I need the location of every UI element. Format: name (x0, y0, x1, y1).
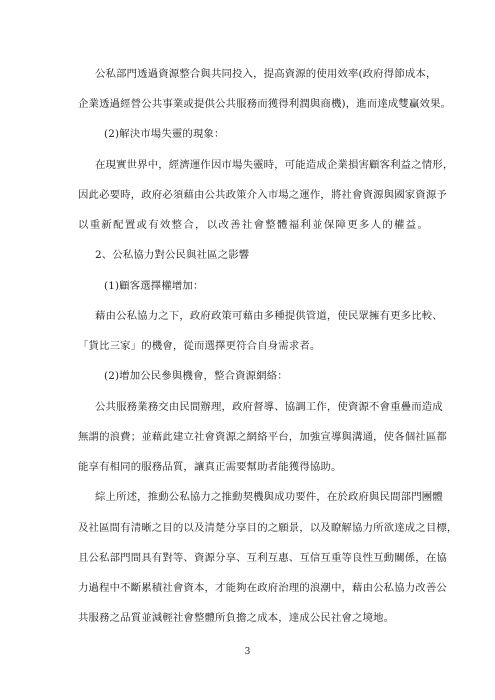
paragraph-1-line-2: 企業透過經營公共事業或提供公共服務而獲得利潤與商機)，進而達成雙贏效果。 (78, 98, 452, 110)
paragraph-3-line-2: 「貨比三家」的機會，從而選擇更符合自身需求者。 (78, 340, 321, 352)
conclusion-line-2: 及社區間有清晰之目的以及清楚分享目的之願景，以及瞭解協力所欲達成之目標， (78, 522, 458, 534)
paragraph-4-line-2: 無謂的浪費；並藉此建立社會資源之網絡平台，加強宣導與溝通，使各個社區都 (78, 431, 447, 443)
page-number: 3 (244, 647, 251, 657)
subsection-heading-participation: (2)增加公民參與機會，整合資源網絡： (104, 370, 288, 382)
conclusion-line-5: 共服務之品質並減輕社會整體所負擔之成本，達成公民社會之境地。 (78, 612, 395, 624)
conclusion-line-3: 且公私部門間具有對等、資源分享、互利互惠、互信互重等良性互動關係，在協 (78, 552, 447, 564)
paragraph-1-line-1: 公私部門透過資源整合與共同投入，提高資源的使用效率(政府得節成本， (95, 68, 437, 80)
paragraph-4-line-1: 公共服務業務交由民間辦理，政府督導、協調工作，使資源不會重疊而造成 (95, 401, 443, 413)
conclusion-line-1: 綜上所述，推動公私協力之推動契機與成功要件，在於政府與民間部門團體 (95, 491, 443, 503)
subsection-heading-market-failure: (2)解決市場失靈的現象： (104, 128, 225, 140)
subsection-heading-customer-choice: (1)顧客選擇權增加： (104, 280, 204, 292)
paragraph-2-line-1: 在現實世界中，經濟運作因市場失靈時，可能造成企業損害顧客利益之情形， (95, 159, 454, 171)
conclusion-line-4: 力過程中不斷累積社會資本，才能夠在政府治理的浪潮中，藉由公私協力改善公 (78, 582, 447, 594)
section-heading-impact-on-citizens: 2、公私協力對公民與社區之影響 (95, 249, 250, 261)
paragraph-3-line-1: 藉由公私協力之下，政府政策可藉由多種提供管道，使民眾擁有更多比較、 (95, 310, 443, 322)
paragraph-2-line-2: 因此必要時，政府必須藉由公共政策介入市場之運作，將社會資源與國家資源予 (78, 189, 447, 201)
paragraph-2-line-3: 以重新配置或有效整合，以改善社會整體福利並保障更多人的權益。 (78, 219, 428, 231)
paragraph-4-line-3: 能享有相同的服務品質，讓真正需要幫助者能獲得協助。 (78, 461, 342, 473)
